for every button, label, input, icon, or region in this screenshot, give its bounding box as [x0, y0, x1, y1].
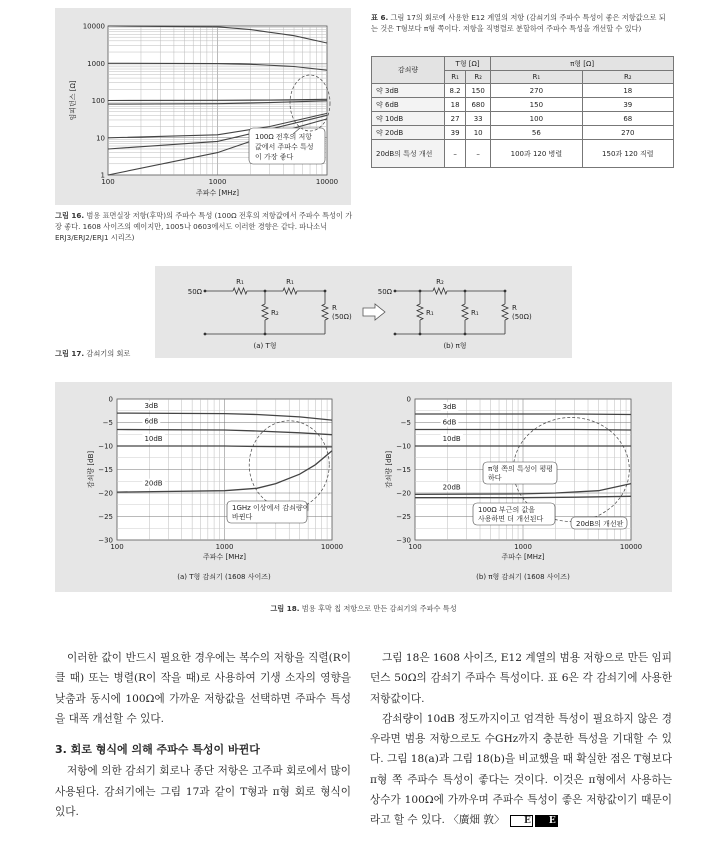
circuit-a-label: (a) T형: [253, 342, 277, 350]
table6-row-label: 약 3dB: [372, 84, 445, 98]
chart-a-subtitle: (a) T형 감쇠기 (1608 사이즈): [177, 573, 271, 581]
x-tick-label: 100: [408, 543, 422, 551]
y-tick-label: −20: [396, 489, 411, 498]
table-row: [372, 140, 674, 168]
table6-cell: 8.2: [445, 84, 466, 98]
resistor: [462, 304, 468, 320]
y-tick-label: −20: [98, 489, 113, 498]
x-tick-label: 1000: [215, 543, 234, 551]
curve-label: 6dB: [144, 417, 159, 426]
table-row: [372, 126, 674, 140]
series-line: [415, 430, 631, 431]
table6-header-pi: π형 [Ω]: [491, 57, 674, 71]
x-tick-label: 1000: [514, 543, 532, 551]
x-tick-label: 100: [110, 543, 124, 551]
curve-label: 20dB: [442, 483, 461, 492]
x-tick-label: 10000: [320, 543, 344, 551]
annotation-text: 값에서 주파수 특성: [255, 143, 314, 151]
table-row: [372, 84, 674, 98]
annotation-text: 사용하면 더 개선된다: [478, 515, 544, 523]
table6-cell: 270: [491, 84, 582, 98]
table6-cell: –: [445, 140, 466, 168]
y-axis-label: 감쇠량 [dB]: [385, 450, 393, 489]
fig18-caption-text: 범용 후막 칩 저항으로 만든 감쇠기의 주파수 특성: [301, 604, 457, 613]
node-dot: [264, 333, 267, 336]
table6-row-label: 약 10dB: [372, 112, 445, 126]
load-label: R: [512, 304, 517, 312]
table6-caption-text: 그림 17의 회로에 사용한 E12 계열의 저항 (감쇠기의 주파수 특성이 좋은 저항값으로 되는 것은 T형보다 π형 쪽이다. 저항을 직병렬로 분할하여 주파수 특성을 개선할 수 있다): [371, 13, 666, 33]
resistor: [283, 288, 297, 294]
source-impedance-label: 50Ω: [377, 288, 392, 296]
fig17-circuit: [155, 266, 572, 358]
body-paragraph: 저항에 의한 감쇠기 회로나 종단 저항은 고주파 회로에서 많이 사용된다. 감쇠기에는 그림 17과 같이 T형과 π형 회로 형식이 있다.: [55, 765, 351, 819]
y-tick-label: 10: [96, 134, 105, 143]
body-paragraph: 이러한 값이 반드시 필요한 경우에는 복수의 저항을 직렬(R이 클 때) 또는 병렬(R이 작을 때)로 사용하여 기생 소자의 영향을 낮춤과 동시에 100Ω에 가까운 저항값을 선택하면 주파수 특성을 대폭 개선할 수 있다.: [55, 652, 351, 725]
section-heading: 3. 회로 형식에 의해 주파수 특성이 바뀐다: [55, 743, 260, 757]
annotation-text: 이 가장 좋다: [255, 153, 294, 161]
fig17-panel: [155, 266, 572, 358]
table6-row-label: 20dB의 특성 개선: [372, 140, 445, 168]
curve-label: 10dB: [442, 435, 461, 443]
y-tick-label: 1: [100, 171, 105, 180]
y-tick-label: 0: [406, 395, 411, 404]
table6-cell: –: [466, 140, 491, 168]
annotation-text: 100Ω 전후의 저항: [255, 133, 312, 141]
resistor: [417, 304, 423, 320]
resistor-label: R₂: [271, 309, 279, 317]
table6-cell: 150: [491, 98, 582, 112]
load-value-label: (50Ω): [332, 313, 352, 321]
end-badge-inverted: E: [535, 815, 558, 827]
y-axis-label: 임피던스 [Ω]: [69, 80, 77, 121]
table6-sub-t-r2: R₂: [466, 71, 491, 84]
resistor-label: R₂: [436, 278, 444, 286]
y-tick-label: 10000: [82, 22, 105, 31]
resistor-label: R₁: [426, 309, 434, 317]
y-tick-label: 0: [108, 395, 113, 404]
table6-cell: 150과 120 직렬: [582, 140, 673, 168]
source-impedance-label: 50Ω: [187, 288, 202, 296]
resistor: [322, 304, 328, 320]
resistor: [502, 304, 508, 320]
table6-cell: 56: [491, 126, 582, 140]
table6-cell: 18: [582, 84, 673, 98]
x-tick-label: 10000: [619, 543, 643, 551]
resistor: [433, 288, 447, 294]
table6-header-t: T형 [Ω]: [445, 57, 491, 71]
y-tick-label: 1000: [87, 59, 105, 68]
annotation-text: 바뀐다: [232, 513, 253, 521]
table6-cell: 680: [466, 98, 491, 112]
circuit-b-label: (b) π형: [443, 342, 467, 350]
table6-row-label: 약 20dB: [372, 126, 445, 140]
fig17-caption: [55, 348, 175, 359]
transform-arrow: [363, 304, 385, 320]
y-tick-label: −30: [98, 536, 113, 545]
table6-cell: 150: [466, 84, 491, 98]
table6-sub-t-r1: R₁: [445, 71, 466, 84]
series-line: [415, 414, 631, 415]
table6-caption-num: 표 6.: [371, 13, 389, 22]
table-row: [372, 98, 674, 112]
author: 〈廣畑 敦〉: [448, 814, 505, 827]
x-axis-label: 주파수 [MHz]: [196, 189, 239, 197]
table6: [371, 56, 674, 168]
body-left-column: [55, 648, 351, 822]
table6-sub-pi-r2: R₂: [582, 71, 673, 84]
fig16-caption-num: 그림 16.: [55, 211, 85, 220]
curve-label: 20dB: [144, 479, 163, 488]
annotation-text: 하다: [488, 474, 502, 482]
resistor-label: R₁: [286, 278, 294, 286]
y-tick-label: −5: [102, 419, 113, 427]
resistor: [262, 304, 268, 320]
body-right-column: [370, 648, 672, 831]
table6-row-label: 약 6dB: [372, 98, 445, 112]
y-axis-label: 감쇠량 [dB]: [87, 450, 95, 489]
curve-label: 10dB: [144, 435, 163, 443]
curve-label: 3dB: [144, 402, 159, 411]
y-tick-label: −25: [396, 513, 411, 521]
y-tick-label: −30: [396, 536, 411, 545]
table6-header-attenuation: 감쇠량: [372, 57, 445, 84]
load-value-label: (50Ω): [512, 313, 532, 321]
annotation-text: 20dB의 개선판: [576, 520, 624, 528]
table6-cell: 33: [466, 112, 491, 126]
fig16-panel: [55, 8, 351, 205]
y-tick-label: −15: [98, 466, 113, 474]
node-dot: [464, 333, 467, 336]
table6-cell: 68: [582, 112, 673, 126]
fig18-caption: [55, 603, 672, 614]
y-tick-label: 100: [91, 97, 105, 105]
annotation-text: π형 쪽의 특성이 평평: [488, 465, 553, 473]
y-tick-label: −10: [396, 442, 411, 451]
curve-label: 3dB: [442, 403, 457, 412]
fig17-caption-text: 감쇠기의 회로: [86, 349, 131, 358]
y-tick-label: −15: [396, 466, 411, 474]
annotation-text: 1GHz 이상에서 감쇠량이: [232, 504, 310, 512]
table6-cell: 100과 120 병렬: [491, 140, 582, 168]
node-dot: [419, 333, 422, 336]
curve-label: 6dB: [442, 418, 457, 427]
table6-sub-pi-r1: R₁: [491, 71, 582, 84]
resistor: [233, 288, 247, 294]
table6-caption: [371, 12, 671, 34]
end-badge: E: [510, 815, 533, 827]
resistor-label: R₁: [471, 309, 479, 317]
x-axis-label: 주파수 [MHz]: [203, 553, 246, 561]
body-paragraph: [370, 709, 672, 831]
fig17-caption-num: 그림 17.: [55, 349, 85, 358]
fig18-caption-num: 그림 18.: [270, 604, 300, 613]
body-paragraph-text: 감쇠량이 10dB 정도까지이고 엄격한 특성이 필요하지 않은 경우라면 범용 저항으로도 수GHz까지 충분한 특성을 기대할 수 있다. 그림 18(a)과 그림 18(b)을 비교했을 때 확실한 점은 T형보다 π형 쪽 주파수 특성이 좋다는 것이다. 이것은 π형에서 사용하는 상수가 100Ω에 가까우며 주파수 특성이 좋은 저항값이기 때문이라고 할 수 있다.: [370, 712, 672, 827]
x-tick-label: 10000: [315, 178, 339, 186]
x-tick-label: 100: [101, 178, 115, 186]
y-tick-label: −25: [98, 513, 113, 521]
load-label: R: [332, 304, 337, 312]
y-tick-label: −5: [400, 419, 411, 427]
annotation-text: 100Ω 부근의 값을: [478, 506, 535, 514]
table6-cell: 100: [491, 112, 582, 126]
body-paragraph: 그림 18은 1608 사이즈, E12 계열의 범용 저항으로 만든 임피던스 50Ω의 감쇠기 주파수 특성이다. 표 6은 각 감쇠기에 사용한 저항값이다.: [370, 652, 672, 705]
table-row: [372, 112, 674, 126]
y-tick-label: −10: [98, 442, 113, 451]
table6-cell: 18: [445, 98, 466, 112]
chart-b-subtitle: (b) π형 감쇠기 (1608 사이즈): [476, 573, 570, 581]
table6-cell: 39: [445, 126, 466, 140]
fig16-caption-text: 범용 표면실장 저항(후막)의 주파수 특성 (100Ω 전후의 저항값에서 주파수 특성이 가장 좋다. 1608 사이즈의 예이지만, 1005나 0603에서도 이러한 경향은 같다. 파나소닉 ERJ3/ERJ2/ERJ1 시리즈): [55, 211, 353, 242]
fig18-charts: [55, 382, 672, 592]
fig16-chart: [55, 8, 351, 205]
table6-cell: 27: [445, 112, 466, 126]
x-tick-label: 1000: [208, 178, 227, 186]
fig18-panel: [55, 382, 672, 592]
x-axis-label: 주파수 [MHz]: [501, 553, 545, 561]
table6-cell: 270: [582, 126, 673, 140]
fig16-caption: [55, 210, 355, 243]
table6-cell: 39: [582, 98, 673, 112]
table6-cell: 10: [466, 126, 491, 140]
resistor-label: R₁: [236, 278, 244, 286]
